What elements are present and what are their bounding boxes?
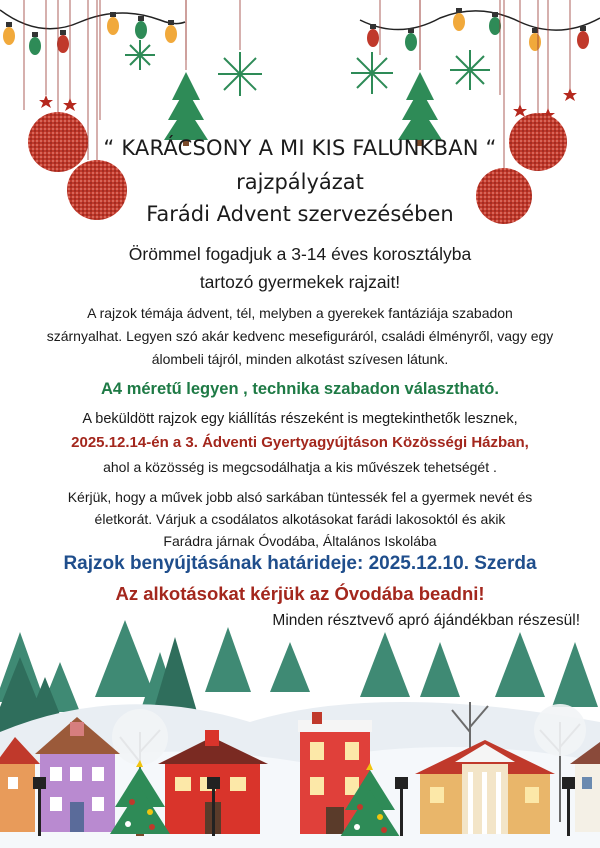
snowflake-icon xyxy=(218,52,262,96)
request-line-1: Kérjük, hogy a művek jobb alsó sarkában tüntessék fel a gyermek nevét és xyxy=(67,489,533,505)
request-line-3: Farádra járnak Óvodába, Általános Iskolába xyxy=(163,533,437,549)
page-organizer: Farádi Advent szervezésében xyxy=(146,202,454,226)
format-note: A4 méretű legyen , technika szabadon választható. xyxy=(101,380,499,398)
bulb xyxy=(107,12,119,35)
intro-line-2: tartozó gyermekek rajzait! xyxy=(199,272,401,292)
bulb xyxy=(577,26,589,49)
exhibition-line-3: ahol a közösség is megcsodálhatja a kis művészek tehetségét . xyxy=(103,459,497,475)
star-ornament xyxy=(513,104,527,117)
theme-line-1: A rajzok témája ádvent, tél, melyben a gyerekek fantáziája szabadon xyxy=(87,305,513,321)
bulb xyxy=(135,16,147,39)
bulb xyxy=(529,28,541,51)
bulb xyxy=(3,22,15,45)
light-string-right xyxy=(360,11,600,30)
exhibition-line-1: A beküldött rajzok egy kiállítás részeként is megtekinthetők lesznek, xyxy=(82,411,518,427)
page-title: “ KARÁCSONY A MI KIS FALUNKBAN “ xyxy=(103,136,497,160)
theme-line-3: álombeli tájról, minden alkotást szívesen látunk. xyxy=(151,351,449,367)
bulb xyxy=(489,12,501,35)
pine-tree-icon xyxy=(398,0,442,146)
star-ornament xyxy=(39,95,53,108)
submission-note: Az alkotásokat kérjük az Óvodába beadni! xyxy=(115,583,485,604)
intro-line-1: Örömmel fogadjuk a 3-14 éves korosztályba xyxy=(128,244,472,264)
bulb xyxy=(57,30,69,53)
deadline: Rajzok benyújtásának határideje: 2025.12.10. Szerda xyxy=(63,553,537,574)
page-subtitle: rajzpályázat xyxy=(236,170,364,194)
bulb xyxy=(405,28,417,51)
snowflake-icon xyxy=(125,40,155,70)
bulb xyxy=(29,32,41,55)
star-ornament xyxy=(563,88,577,101)
exhibition-date-location: 2025.12.14-én a 3. Ádventi Gyertyagyújtáson Közösségi Házban, xyxy=(71,434,529,451)
snowflake-icon xyxy=(351,52,393,94)
top-decoration xyxy=(0,0,600,235)
bulb xyxy=(367,24,379,47)
gift-note: Minden résztvevő apró ájándékban részesül! xyxy=(272,612,580,629)
snowflake-icon xyxy=(450,50,490,90)
theme-line-2: szárnyalhat. Legyen szó akár kedvenc mesefiguráról, családi élményről, vagy egy xyxy=(46,328,554,344)
star-ornament xyxy=(63,98,77,111)
forest-background xyxy=(0,620,598,712)
light-string-left xyxy=(0,10,185,29)
request-line-2: életkorát. Várjuk a csodálatos alkotásokat farádi lakosoktól és akik xyxy=(94,511,506,527)
village-illustration xyxy=(0,612,600,848)
